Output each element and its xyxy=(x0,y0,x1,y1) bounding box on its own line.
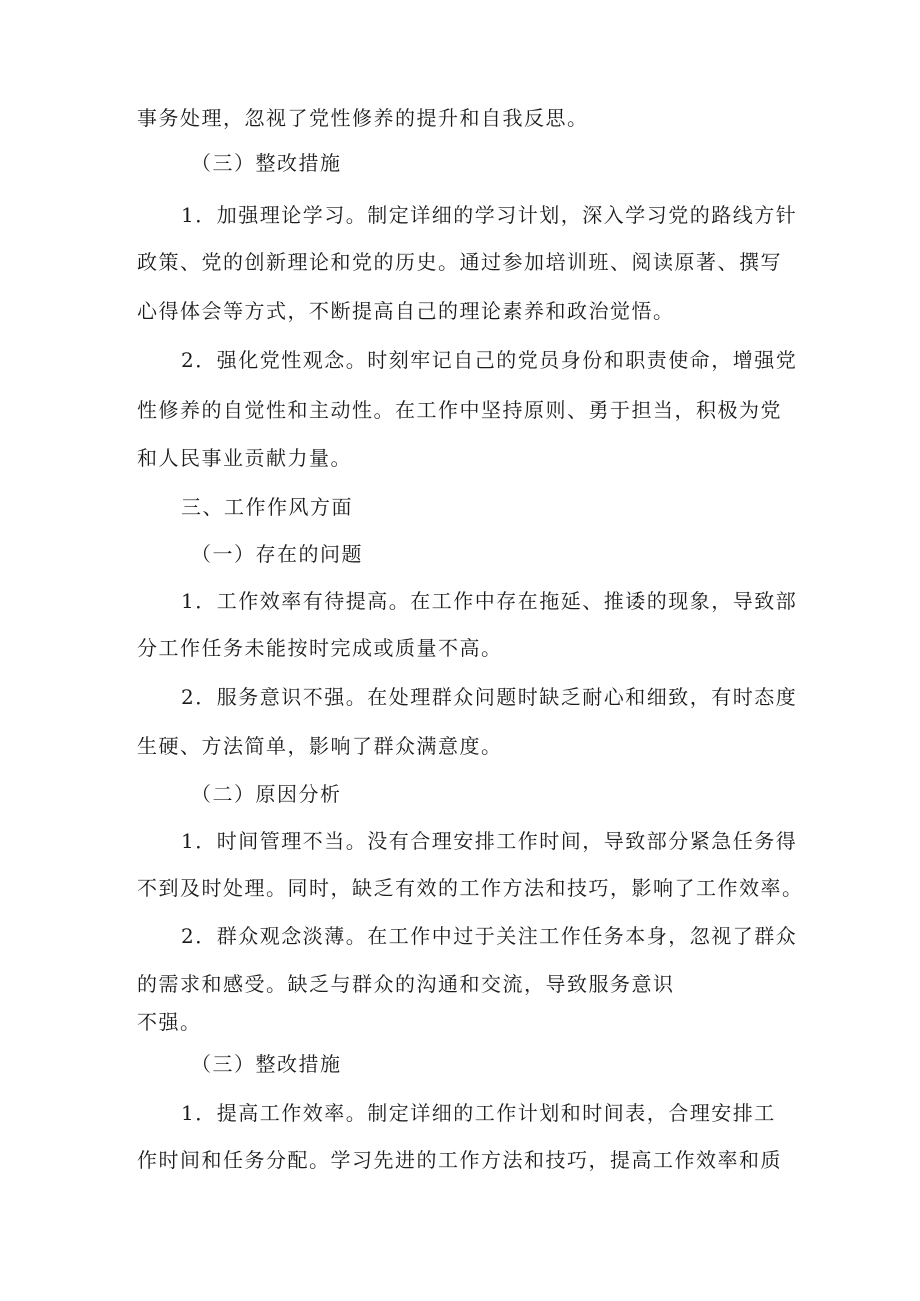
paragraph-line: 2．强化党性观念。时刻牢记自己的党员身份和职责使命，增强党 xyxy=(181,348,798,372)
paragraph-line: 1．加强理论学习。制定详细的学习计划，深入学习党的路线方针 xyxy=(181,203,798,227)
paragraph-line: 2．群众观念淡薄。在工作中过于关注工作任务本身，忽视了群众 xyxy=(181,924,798,948)
paragraph-line: 和人民事业贡献力量。 xyxy=(137,446,352,470)
paragraph-line: 1．工作效率有待提高。在工作中存在拖延、推诿的现象，导致部 xyxy=(181,589,798,613)
section-subheading: （一）存在的问题 xyxy=(191,542,363,566)
paragraph-line: 政策、党的创新理论和党的历史。通过参加培训班、阅读原著、撰写 xyxy=(137,250,782,274)
section-heading: 三、工作作风方面 xyxy=(181,495,353,519)
paragraph-line: 性修养的自觉性和主动性。在工作中坚持原则、勇于担当，积极为党 xyxy=(137,398,782,422)
paragraph-line: 事务处理，忽视了党性修养的提升和自我反思。 xyxy=(137,106,589,130)
paragraph-line: 心得体会等方式，不断提高自己的理论素养和政治觉悟。 xyxy=(137,299,675,323)
paragraph-line: 2．服务意识不强。在处理群众问题时缺乏耐心和细致，有时态度 xyxy=(181,685,798,709)
paragraph-line: 1．提高工作效率。制定详细的工作计划和时间表，合理安排工 xyxy=(181,1101,776,1125)
paragraph-line: 作时间和任务分配。学习先进的工作方法和技巧，提高工作效率和质 xyxy=(137,1148,782,1172)
paragraph-line: 生硬、方法简单，影响了群众满意度。 xyxy=(137,734,503,758)
section-subheading: （二）原因分析 xyxy=(191,782,342,806)
paragraph-line: 不强。 xyxy=(137,1010,202,1034)
paragraph-line: 分工作任务未能按时完成或质量不高。 xyxy=(137,636,503,660)
paragraph-line: 1．时间管理不当。没有合理安排工作时间，导致部分紧急任务得 xyxy=(181,829,798,853)
section-subheading: （三）整改措施 xyxy=(191,151,342,175)
paragraph-line: 的需求和感受。缺乏与群众的沟通和交流，导致服务意识 xyxy=(137,972,675,996)
paragraph-line: 不到及时处理。同时，缺乏有效的工作方法和技巧，影响了工作效率。 xyxy=(137,876,804,900)
section-subheading: （三）整改措施 xyxy=(191,1052,342,1076)
